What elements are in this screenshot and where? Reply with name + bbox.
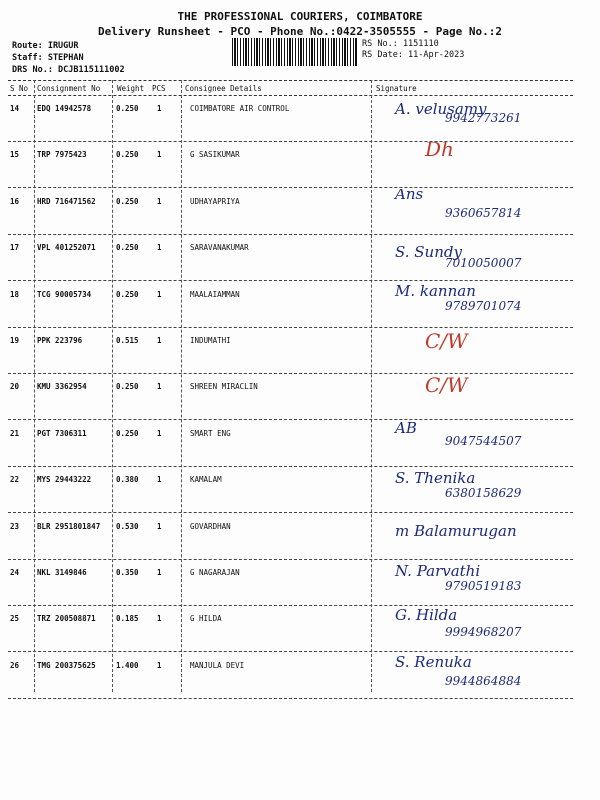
col-header-sno: S No xyxy=(10,84,29,93)
table-row xyxy=(0,96,600,142)
cell-consignment-no: TRP 7975423 xyxy=(37,150,87,160)
cell-sno: 17 xyxy=(10,243,20,253)
cell-consignment-no: TRZ 200508871 xyxy=(37,614,96,624)
cell-consignment-no: PPK 223796 xyxy=(37,336,83,345)
cell-weight: 0.250 xyxy=(116,289,139,299)
cell-pcs: 1 xyxy=(157,104,162,113)
rs-number: RS No.: 1151110 xyxy=(362,39,439,49)
table-row xyxy=(0,235,600,281)
signature-text: m Balamurugan xyxy=(395,521,517,540)
cell-weight: 0.515 xyxy=(116,336,139,345)
signature-cell xyxy=(385,560,580,606)
cell-consignment-no: TCG 90005734 xyxy=(37,289,92,299)
handwritten-signature xyxy=(385,328,580,374)
signature-cell xyxy=(385,653,580,699)
signature-text: A. velusamy xyxy=(395,100,487,118)
signature-cell xyxy=(385,606,580,652)
table-row xyxy=(0,560,600,606)
table-row xyxy=(0,467,600,513)
cell-consignment-no: TMG 200375625 xyxy=(37,660,96,670)
cell-pcs: 1 xyxy=(157,475,162,485)
cell-pcs: 1 xyxy=(157,336,162,345)
signature-cell xyxy=(385,467,580,513)
signature-cell xyxy=(385,142,580,188)
header-top-line xyxy=(8,80,573,81)
signature-phone: 6380158629 xyxy=(445,486,522,501)
signature-text: Ans xyxy=(395,188,424,203)
cell-sno: 14 xyxy=(10,104,20,113)
signature-cell xyxy=(385,189,580,235)
signature-cell xyxy=(385,96,580,142)
signature-cell xyxy=(385,282,580,328)
cell-weight: 0.530 xyxy=(116,521,139,531)
col-header-consignment: Consignment No xyxy=(37,84,101,93)
cell-consignee: COIMBATORE AIR CONTROL xyxy=(190,104,290,113)
cell-sno: 25 xyxy=(10,614,20,624)
table-row xyxy=(0,328,600,374)
cell-pcs: 1 xyxy=(157,150,162,160)
handwritten-signature xyxy=(385,421,580,467)
table-row xyxy=(0,514,600,560)
handwritten-signature xyxy=(385,653,580,699)
signature-phone: 7010050007 xyxy=(445,256,522,271)
table-row xyxy=(0,653,600,699)
signature-text: C/W xyxy=(425,329,468,353)
col-header-signature: Signature xyxy=(376,84,417,93)
cell-consignee: SHREEN MIRACLIN xyxy=(190,382,258,392)
cell-consignee: MANJULA DEVI xyxy=(190,660,245,670)
cell-sno: 18 xyxy=(10,289,20,299)
cell-sno: 22 xyxy=(10,475,20,485)
cell-weight: 0.380 xyxy=(116,475,139,485)
signature-text: G. Hilda xyxy=(395,606,458,625)
handwritten-signature xyxy=(385,467,580,513)
cell-sno: 23 xyxy=(10,521,20,531)
company-title: THE PROFESSIONAL COURIERS, COIMBATORE xyxy=(177,10,423,23)
signature-phone: 9047544507 xyxy=(445,433,522,448)
cell-weight: 0.250 xyxy=(116,428,139,438)
cell-pcs: 1 xyxy=(157,243,162,253)
cell-consignment-no: PGT 7306311 xyxy=(37,428,87,438)
route-label: Route: IRUGUR xyxy=(12,41,79,51)
rs-date: RS Date: 11-Apr-2023 xyxy=(362,50,465,60)
cell-pcs: 1 xyxy=(157,660,162,670)
cell-sno: 19 xyxy=(10,336,20,345)
col-header-weight: Weight xyxy=(117,84,145,93)
cell-weight: 0.350 xyxy=(116,568,139,577)
cell-consignee: SMART ENG xyxy=(190,428,231,438)
signature-phone: 9994968207 xyxy=(445,625,522,640)
table-row xyxy=(0,189,600,235)
signature-cell xyxy=(385,328,580,374)
cell-consignee: MAALAIAMMAN xyxy=(190,289,240,299)
cell-pcs: 1 xyxy=(157,428,162,438)
cell-pcs: 1 xyxy=(157,614,162,624)
cell-sno: 15 xyxy=(10,150,20,160)
cell-consignee: SARAVANAKUMAR xyxy=(190,243,249,253)
signature-text: AB xyxy=(395,420,417,437)
drs-number: DRS No.: DCJB115111002 xyxy=(12,65,125,75)
signature-phone: 9790519183 xyxy=(445,579,522,593)
cell-consignment-no: NKL 3149846 xyxy=(37,568,87,577)
cell-pcs: 1 xyxy=(157,382,162,392)
signature-cell xyxy=(385,421,580,467)
signature-phone: 9942773261 xyxy=(445,111,522,125)
cell-consignee: GOVARDHAN xyxy=(190,521,231,531)
handwritten-signature xyxy=(385,560,580,606)
signature-text: N. Parvathi xyxy=(395,562,481,580)
cell-sno: 21 xyxy=(10,428,20,438)
cell-consignee: KAMALAM xyxy=(190,475,222,485)
cell-consignment-no: MYS 29443222 xyxy=(37,475,92,485)
signature-cell xyxy=(385,374,580,420)
signature-phone: 9944864884 xyxy=(445,673,522,688)
cell-consignee: INDUMATHI xyxy=(190,336,231,345)
signature-text: S. Renuka xyxy=(395,652,472,671)
cell-pcs: 1 xyxy=(157,289,162,299)
cell-weight: 0.185 xyxy=(116,614,139,624)
cell-consignment-no: HRD 716471562 xyxy=(37,196,96,206)
table-row xyxy=(0,142,600,188)
barcode xyxy=(232,38,358,66)
col-header-consignee: Consignee Details xyxy=(185,84,262,93)
handwritten-signature xyxy=(385,142,580,188)
handwritten-signature xyxy=(385,235,580,281)
handwritten-signature xyxy=(385,282,580,328)
handwritten-signature xyxy=(385,96,580,142)
cell-consignee: G HILDA xyxy=(190,614,222,624)
cell-sno: 24 xyxy=(10,568,20,577)
cell-weight: 0.250 xyxy=(116,196,139,206)
handwritten-signature xyxy=(385,514,580,560)
col-header-pcs: PCS xyxy=(152,84,166,93)
cell-pcs: 1 xyxy=(157,521,162,531)
cell-consignee: G SASIKUMAR xyxy=(190,150,240,160)
table-row xyxy=(0,606,600,652)
signature-cell xyxy=(385,235,580,281)
signature-phone: 9789701074 xyxy=(445,298,522,313)
cell-consignment-no: KMU 3362954 xyxy=(37,382,87,392)
cell-consignee: G NAGARAJAN xyxy=(190,568,240,577)
handwritten-signature xyxy=(385,606,580,652)
cell-pcs: 1 xyxy=(157,568,162,577)
cell-consignment-no: BLR 2951801847 xyxy=(37,521,101,531)
cell-weight: 0.250 xyxy=(116,104,139,113)
signature-phone: 9360657814 xyxy=(445,205,522,220)
cell-weight: 0.250 xyxy=(116,382,139,392)
cell-consignment-no: EDQ 14942578 xyxy=(37,104,92,113)
cell-weight: 0.250 xyxy=(116,243,139,253)
cell-sno: 20 xyxy=(10,382,20,392)
row-separator xyxy=(8,698,573,699)
cell-weight: 1.400 xyxy=(116,660,139,670)
signature-text: Dh xyxy=(425,142,454,162)
handwritten-signature xyxy=(385,374,580,420)
cell-sno: 16 xyxy=(10,196,20,206)
handwritten-signature xyxy=(385,189,580,235)
cell-pcs: 1 xyxy=(157,196,162,206)
signature-text: M. kannan xyxy=(395,281,476,300)
cell-consignee: UDHAYAPRIYA xyxy=(190,196,240,206)
cell-consignment-no: VPL 401252071 xyxy=(37,243,96,253)
signature-text: S. Sundy xyxy=(395,243,462,262)
cell-weight: 0.250 xyxy=(116,150,139,160)
signature-text: S. Thenika xyxy=(395,469,476,488)
table-row xyxy=(0,374,600,420)
table-row xyxy=(0,282,600,328)
cell-sno: 26 xyxy=(10,660,20,670)
runsheet-subtitle: Delivery Runsheet - PCO - Phone No.:0422-3505555 - Page No.:2 xyxy=(98,25,502,38)
staff-label: Staff: STEPHAN xyxy=(12,53,84,63)
table-row xyxy=(0,421,600,467)
signature-text: C/W xyxy=(425,374,468,398)
signature-cell xyxy=(385,514,580,560)
